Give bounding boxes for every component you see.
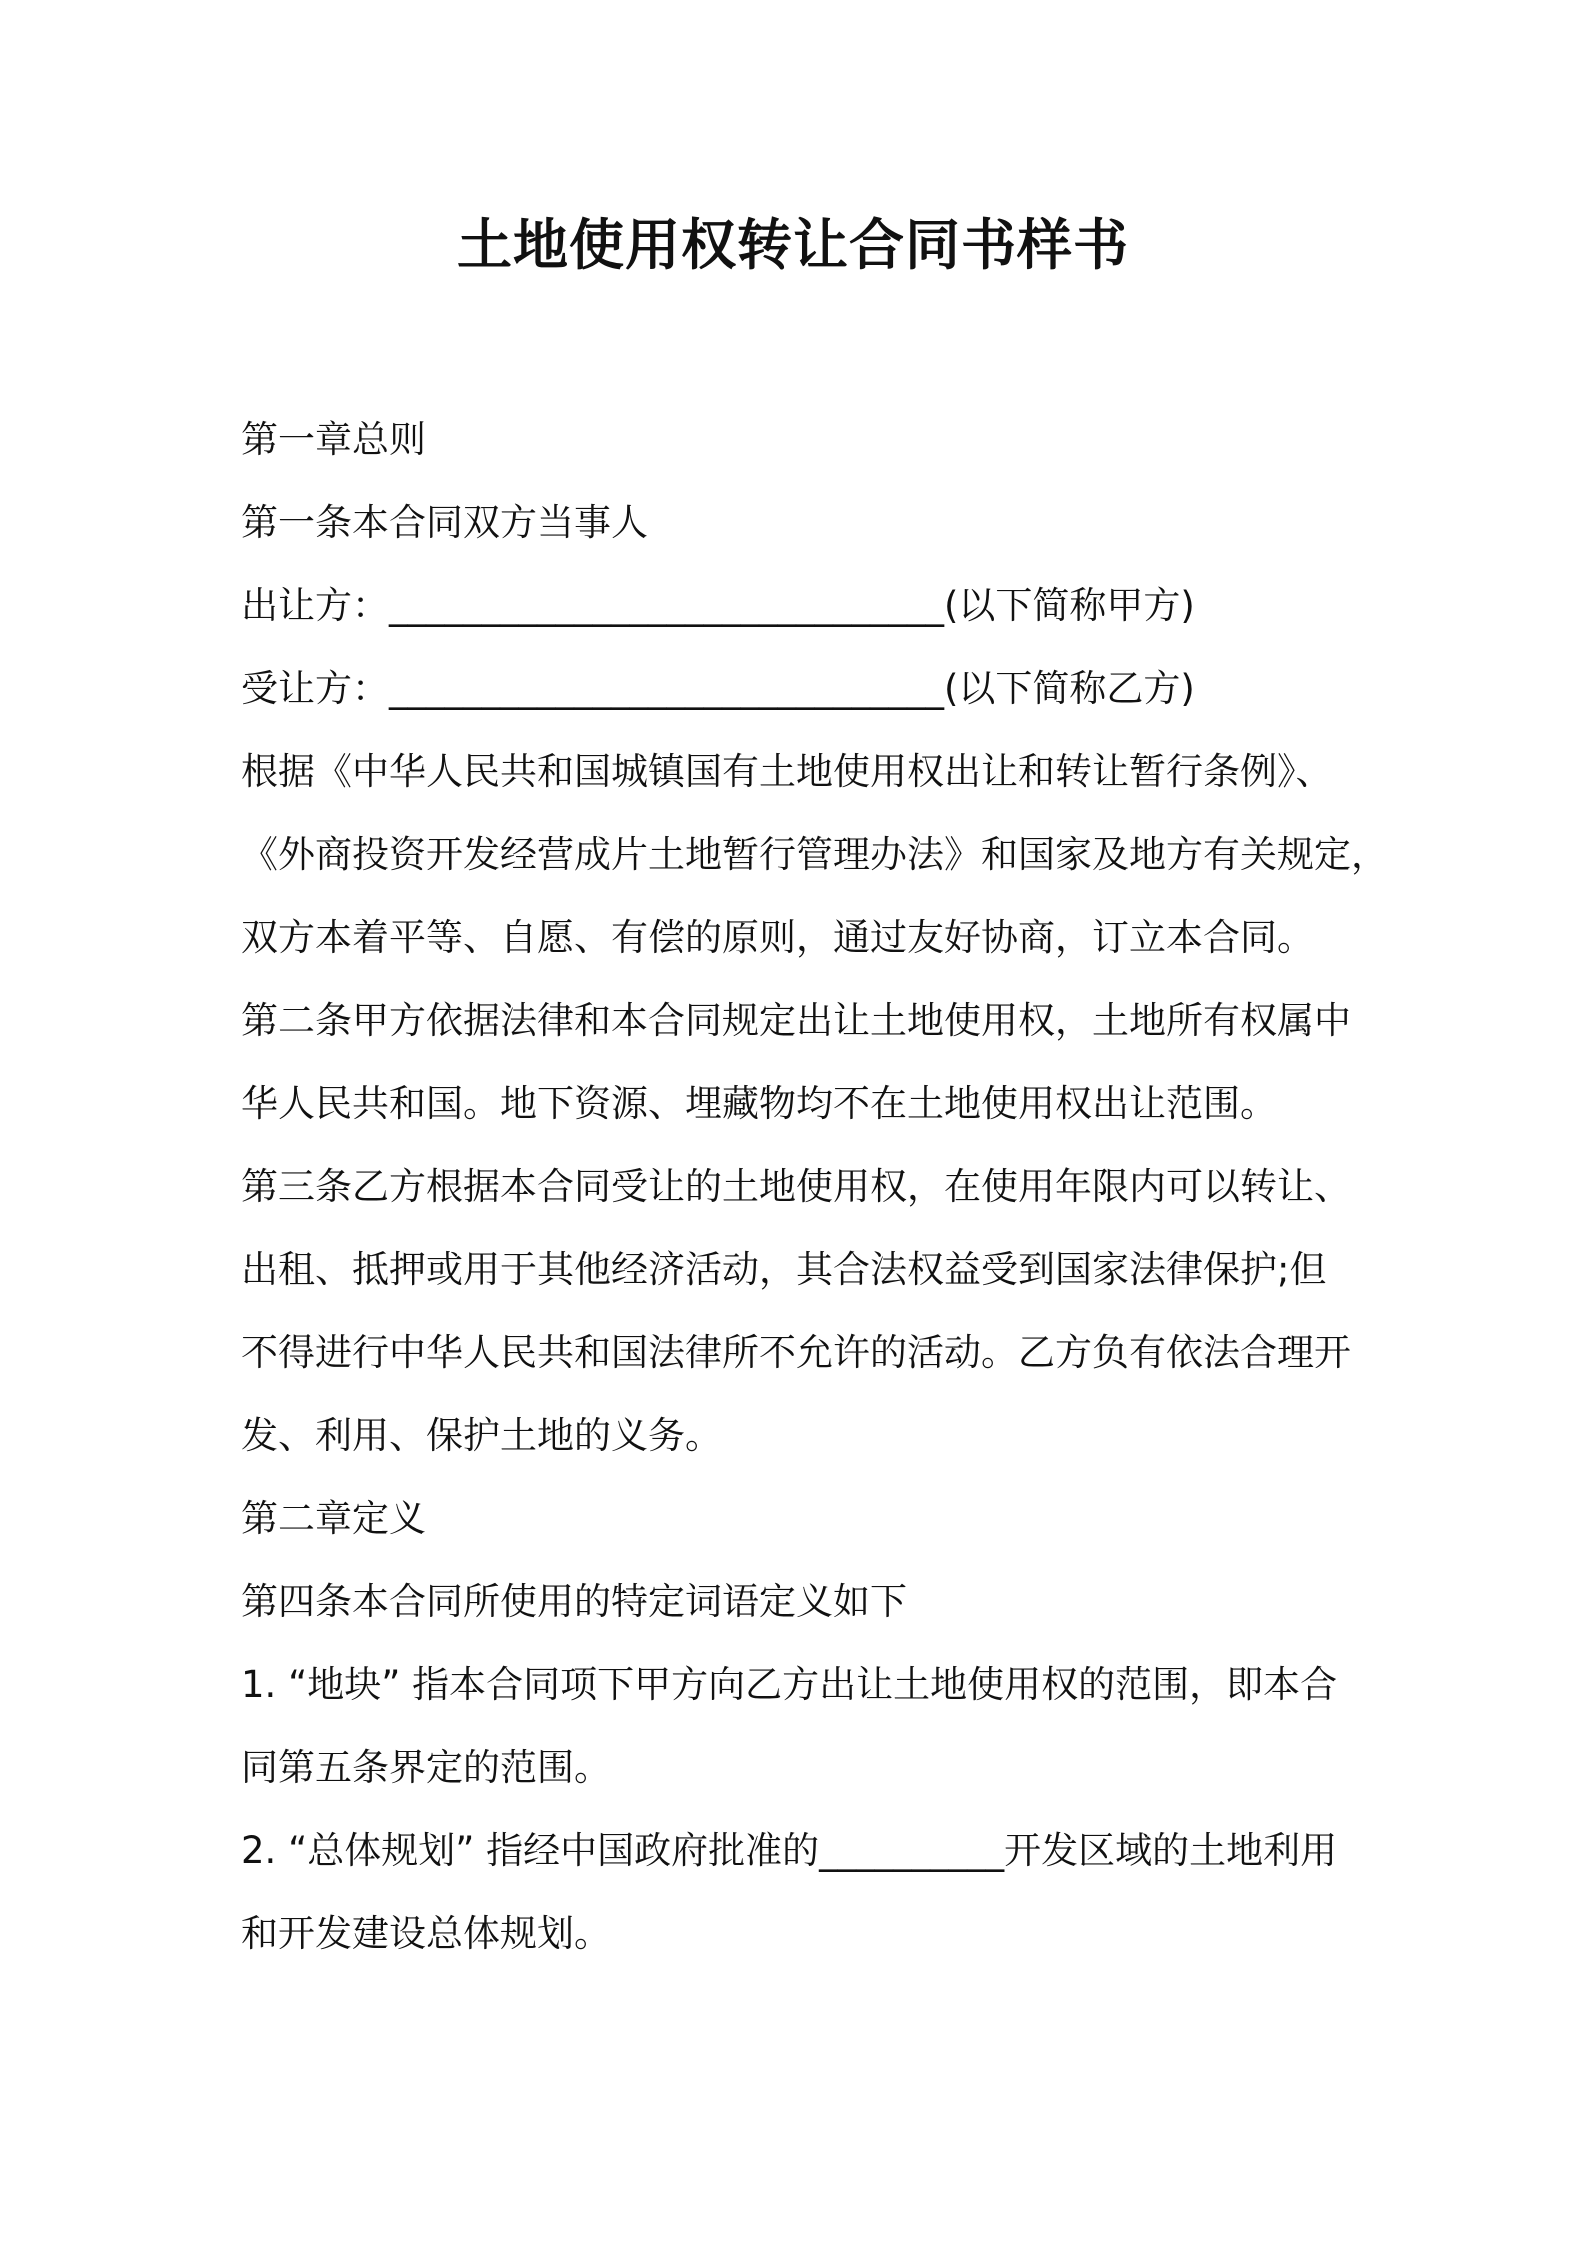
chapter-heading-2: 第二章定义 (241, 1497, 426, 1540)
paragraph-line: 双方本着平等、自愿、有偿的原则，通过友好协商，订立本合同。 (241, 916, 1314, 959)
chapter-heading-1: 第一章总则 (241, 418, 426, 461)
definition-1-line: 1. “地块” 指本合同项下甲方向乙方出让土地使用权的范围，即本合 (241, 1663, 1338, 1706)
definition-2-line: 2. “总体规划” 指经中国政府批准的__________开发区域的土地利用 (241, 1829, 1338, 1872)
paragraph-line: 根据《中华人民共和国城镇国有土地使用权出让和转让暂行条例》、 (241, 750, 1333, 793)
transferor-field: 出让方：______________________________(以下简称甲方) (241, 584, 1195, 627)
article-2-line: 华人民共和国。地下资源、埋藏物均不在土地使用权出让范围。 (241, 1082, 1277, 1125)
article-3-line: 不得进行中华人民共和国法律所不允许的活动。乙方负有依法合理开 (241, 1331, 1351, 1374)
definition-1-line: 同第五条界定的范围。 (241, 1746, 611, 1789)
article-1-heading: 第一条本合同双方当事人 (241, 501, 648, 544)
article-4-heading: 第四条本合同所使用的特定词语定义如下 (241, 1580, 907, 1623)
article-3-line: 第三条乙方根据本合同受让的土地使用权，在使用年限内可以转让、 (241, 1165, 1351, 1208)
article-3-line: 发、利用、保护土地的义务。 (241, 1414, 722, 1457)
document-title: 土地使用权转让合同书样书 (456, 213, 1129, 277)
article-3-line: 出租、抵押或用于其他经济活动，其合法权益受到国家法律保护;但 (241, 1248, 1327, 1291)
transferee-field: 受让方：______________________________(以下简称乙方) (241, 667, 1195, 710)
paragraph-line: 《外商投资开发经营成片土地暂行管理办法》和国家及地方有关规定， (241, 833, 1388, 876)
article-2-line: 第二条甲方依据法律和本合同规定出让土地使用权，土地所有权属中 (241, 999, 1351, 1042)
document-body (241, 398, 1388, 1975)
definition-2-line: 和开发建设总体规划。 (241, 1912, 611, 1955)
